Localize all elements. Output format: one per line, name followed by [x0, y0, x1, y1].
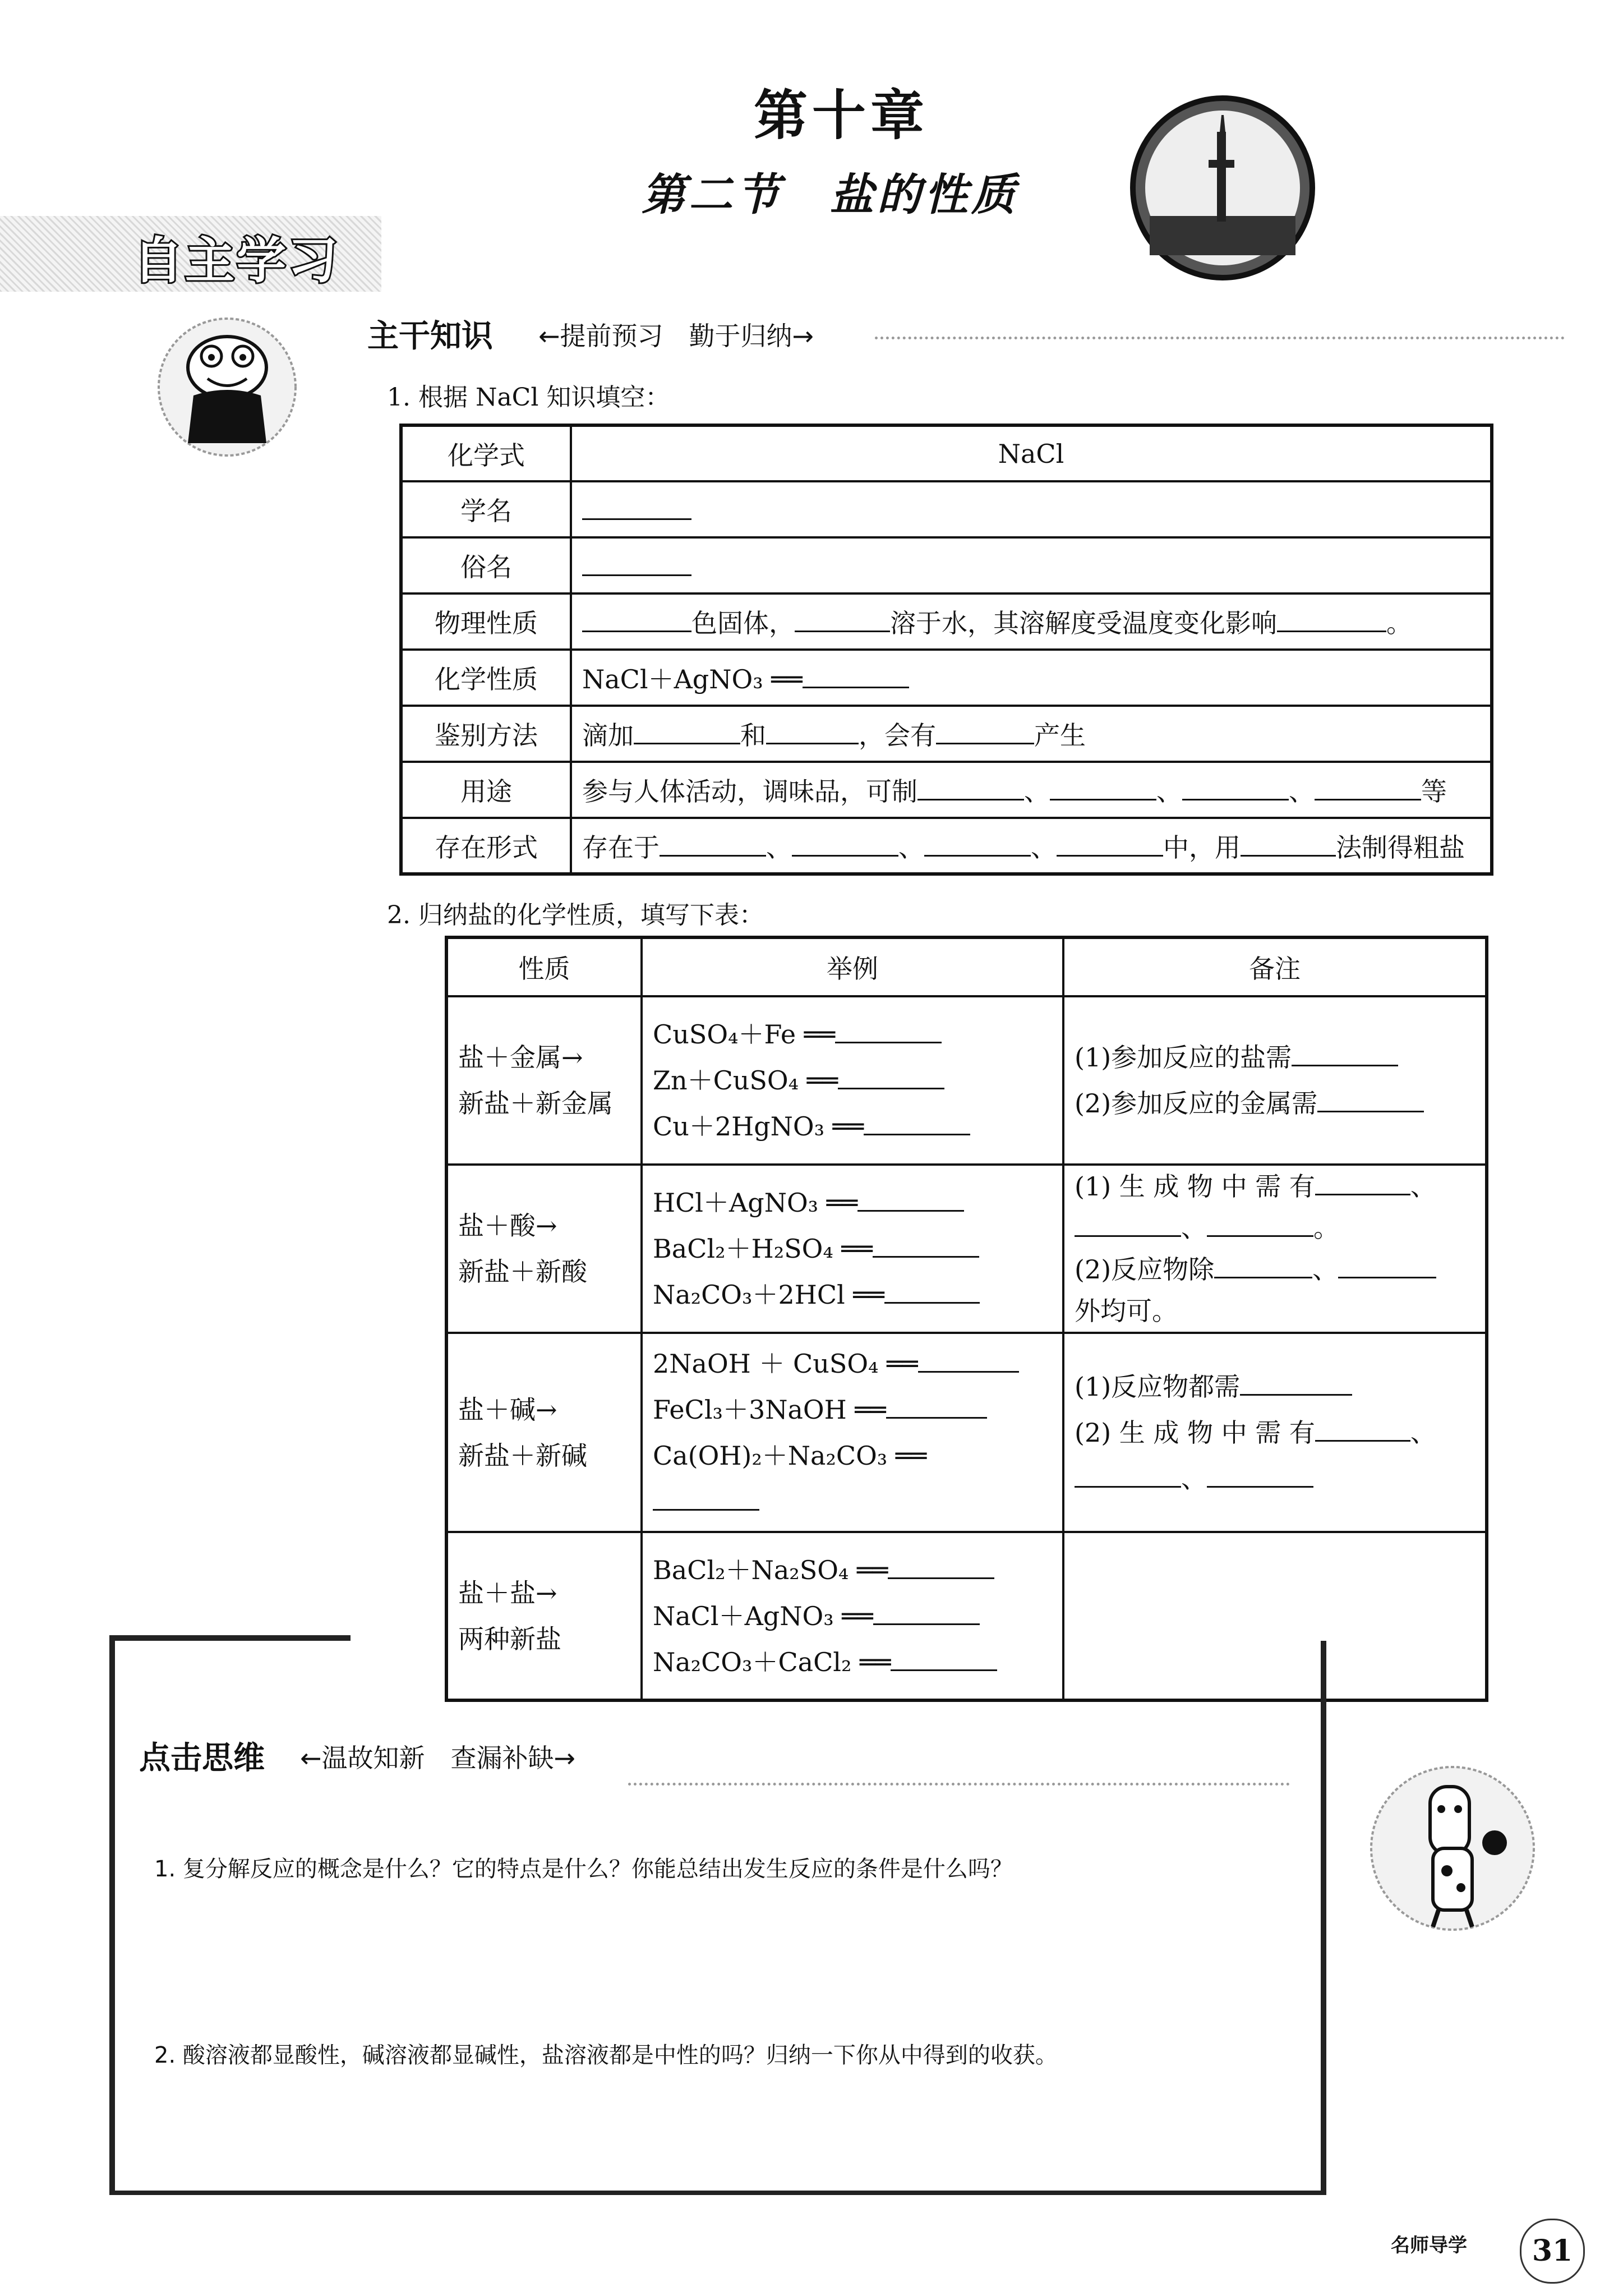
answer-blank[interactable] — [918, 1345, 1019, 1373]
text: 参与人体活动，调味品，可制 — [582, 776, 917, 807]
footer-label: 名师导学 — [1391, 2234, 1467, 2257]
answer-blank[interactable] — [803, 661, 909, 688]
answer-blank[interactable] — [838, 1062, 944, 1089]
dotted-divider — [628, 1783, 1290, 1786]
reaction-text: Ca(OH)₂＋Na₂CO₃ ══ — [653, 1440, 927, 1471]
reaction-text: Na₂CO₃＋CaCl₂ ══ — [653, 1646, 891, 1677]
question-1: 1. 根据 NaCl 知识填空： — [387, 383, 670, 412]
table-row — [401, 650, 1492, 706]
thinking-question-2: 2. 酸溶液都显酸性，碱溶液都显碱性，盐溶液都是中性的吗？归纳一下你从中得到的收获。 — [154, 2042, 1058, 2068]
header-property: 性质 — [446, 937, 642, 996]
table-row — [401, 762, 1492, 818]
note-text: (1)反应物都需 — [1075, 1371, 1241, 1402]
answer-blank[interactable] — [1315, 773, 1421, 800]
answer-blank[interactable] — [660, 829, 766, 857]
table-row — [401, 537, 1492, 593]
answer-blank[interactable] — [1315, 1168, 1410, 1195]
reaction-text: BaCl₂＋Na₂SO₄ ══ — [653, 1554, 888, 1585]
separator: 、 — [1312, 1254, 1339, 1285]
header-notes: 备注 — [1063, 937, 1487, 996]
answer-blank[interactable] — [1207, 1460, 1313, 1488]
answer-blank[interactable] — [835, 1016, 942, 1043]
separator: 、 — [1181, 1213, 1207, 1243]
reaction-text: Zn＋CuSO₄ ══ — [653, 1065, 838, 1096]
property-line: 新盐＋新金属 — [458, 1088, 613, 1119]
dotted-divider — [875, 337, 1565, 339]
note-text: (1) 生 成 物 中 需 有 — [1075, 1171, 1315, 1202]
text: 法制得粗盐 — [1336, 832, 1465, 863]
text: 和 — [740, 720, 766, 751]
separator: 、 — [1031, 832, 1057, 863]
answer-blank[interactable] — [1315, 1414, 1410, 1442]
main-knowledge-title: 主干知识 — [367, 318, 493, 355]
answer-blank[interactable] — [888, 1552, 994, 1579]
separator: 、 — [1181, 1463, 1207, 1494]
answer-blank[interactable] — [864, 1108, 970, 1135]
table-row — [401, 706, 1492, 762]
text: 色固体， — [691, 608, 795, 638]
row-label: 俗名 — [401, 537, 571, 593]
answer-blank[interactable] — [1182, 773, 1289, 800]
thinking-subtitle: ←温故知新 查漏补缺→ — [300, 1743, 576, 1773]
reaction-text: CuSO₄＋Fe ══ — [653, 1019, 836, 1050]
answer-blank[interactable] — [792, 829, 898, 857]
question-2: 2. 归纳盐的化学性质，填写下表： — [387, 901, 764, 930]
reaction-text: HCl＋AgNO₃ ══ — [653, 1188, 858, 1218]
answer-blank[interactable] — [1241, 829, 1336, 857]
table-row — [401, 425, 1492, 481]
row-label: 存在形式 — [401, 818, 571, 874]
answer-blank[interactable] — [1317, 1085, 1424, 1112]
separator: 、 — [1024, 776, 1050, 807]
reaction-text: 2NaOH ＋ CuSO₄ ══ — [653, 1348, 918, 1379]
table-row — [446, 1165, 1487, 1333]
note-text: 外均可。 — [1075, 1296, 1178, 1326]
answer-blank[interactable] — [1292, 1039, 1398, 1066]
table-row — [401, 593, 1492, 650]
section-title: 第二节 盐的性质 — [641, 169, 1018, 220]
answer-blank[interactable] — [582, 549, 691, 576]
salt-properties-table — [445, 936, 1488, 1702]
frog-mascot-icon — [149, 317, 306, 457]
page-number: 31 — [1520, 2219, 1585, 2284]
thinking-frame — [109, 1641, 1326, 2195]
answer-blank[interactable] — [884, 1276, 980, 1304]
table-header-row — [446, 937, 1487, 996]
answer-blank[interactable] — [873, 1230, 979, 1258]
row-label: 学名 — [401, 481, 571, 537]
answer-blank[interactable] — [634, 717, 740, 744]
text: ，会有 — [859, 720, 936, 751]
nacl-table — [399, 424, 1493, 876]
table-row — [446, 996, 1487, 1165]
answer-blank[interactable] — [582, 493, 691, 520]
row-label: 物理性质 — [401, 593, 571, 650]
header-example: 举例 — [642, 937, 1063, 996]
note-text: (2)参加反应的金属需 — [1075, 1088, 1318, 1119]
table-row — [401, 818, 1492, 874]
separator: 、 — [1410, 1171, 1436, 1202]
answer-blank[interactable] — [1338, 1251, 1436, 1278]
text: 滴加 — [582, 720, 634, 751]
text: 等 — [1421, 776, 1447, 807]
main-knowledge-subtitle: ←提前预习 勤于归纳→ — [538, 321, 814, 351]
separator: 、 — [766, 832, 792, 863]
answer-blank[interactable] — [917, 773, 1024, 800]
answer-blank[interactable] — [1214, 1251, 1312, 1278]
reaction-text: FeCl₃＋3NaOH ══ — [653, 1394, 886, 1425]
note-text: (2)反应物除 — [1075, 1254, 1215, 1285]
frame-top-edge — [109, 1635, 351, 1641]
text: 产生 — [1034, 720, 1086, 751]
reaction-text: Cu＋2HgNO₃ ══ — [653, 1111, 864, 1142]
thinking-question-1: 1. 复分解反应的概念是什么？它的特点是什么？你能总结出发生反应的条件是什么吗？ — [154, 1856, 1013, 1882]
giraffe-mascot-icon — [1368, 1753, 1537, 1944]
thinking-title: 点击思维 — [139, 1740, 265, 1777]
table-row — [446, 1333, 1487, 1532]
formula-value: NaCl — [571, 425, 1492, 481]
answer-blank[interactable] — [924, 829, 1031, 857]
row-label: 用途 — [401, 762, 571, 818]
text: 中，用 — [1163, 832, 1241, 863]
answer-blank[interactable] — [1057, 829, 1163, 857]
property-line: 新盐＋新碱 — [458, 1440, 587, 1471]
text: 存在于 — [582, 832, 660, 863]
reaction-text: NaCl＋AgNO₃ ══ — [582, 664, 803, 694]
banner-label: 自主学习 — [133, 232, 340, 289]
answer-blank[interactable] — [886, 1391, 987, 1419]
answer-blank[interactable] — [582, 605, 691, 632]
row-label: 鉴别方法 — [401, 706, 571, 762]
tower-emblem-icon — [1127, 93, 1318, 283]
answer-blank[interactable] — [1050, 773, 1156, 800]
answer-blank[interactable] — [1277, 605, 1386, 632]
property-line: 两种新盐 — [458, 1623, 561, 1654]
chapter-title: 第十章 — [754, 84, 929, 147]
answer-blank[interactable] — [1075, 1209, 1181, 1237]
reaction-text: Na₂CO₃＋2HCl ══ — [653, 1280, 884, 1310]
answer-blank[interactable] — [653, 1483, 759, 1511]
reaction-text: NaCl＋AgNO₃ ══ — [653, 1600, 873, 1631]
answer-blank[interactable] — [936, 717, 1034, 744]
row-label: 化学式 — [401, 425, 571, 481]
property-line: 盐＋碱→ — [458, 1394, 557, 1425]
note-text: (2) 生 成 物 中 需 有 — [1075, 1417, 1315, 1448]
property-line: 新盐＋新酸 — [458, 1257, 587, 1287]
separator: 、 — [1156, 776, 1182, 807]
text: 。 — [1386, 608, 1412, 638]
property-line: 盐＋酸→ — [458, 1211, 557, 1241]
separator: 。 — [1313, 1213, 1339, 1243]
reaction-text: BaCl₂＋H₂SO₄ ══ — [653, 1234, 873, 1264]
row-label: 化学性质 — [401, 650, 571, 706]
answer-blank[interactable] — [1075, 1460, 1181, 1488]
answer-blank[interactable] — [1240, 1368, 1352, 1396]
property-line: 盐＋金属→ — [458, 1042, 583, 1073]
answer-blank[interactable] — [873, 1598, 980, 1625]
text: 溶于水，其溶解度受温度变化影响 — [890, 608, 1277, 638]
property-line: 盐＋盐→ — [458, 1577, 557, 1608]
answer-blank[interactable] — [795, 605, 890, 632]
table-row — [401, 481, 1492, 537]
answer-blank[interactable] — [857, 1184, 964, 1212]
separator: 、 — [1410, 1417, 1436, 1448]
separator: 、 — [1289, 776, 1315, 807]
separator: 、 — [898, 832, 924, 863]
note-text: (1)参加反应的盐需 — [1075, 1042, 1292, 1073]
answer-blank[interactable] — [1207, 1209, 1313, 1237]
answer-blank[interactable] — [766, 717, 859, 744]
